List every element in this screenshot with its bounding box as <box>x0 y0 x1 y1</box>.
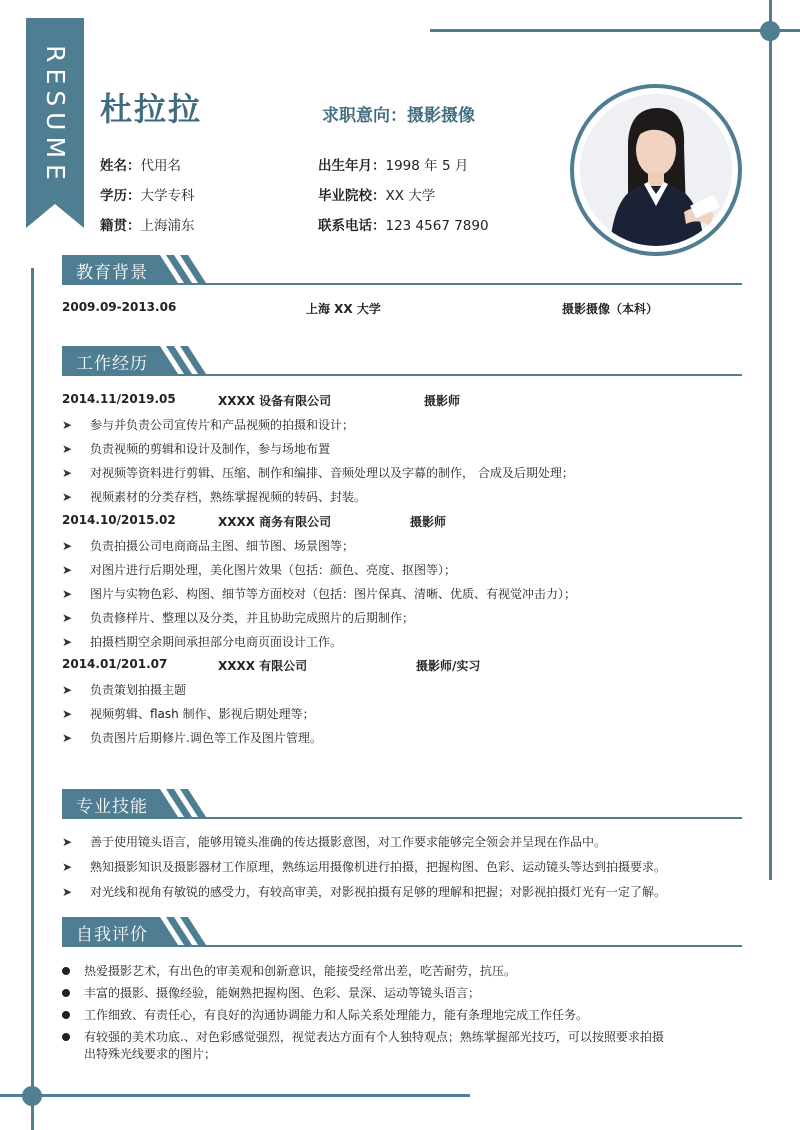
list-item-continuation: 出特殊光线要求的图片； <box>84 1047 217 1061</box>
list-item: ➤ 负责修样片、整理以及分类，并且协助完成照片的后期制作； <box>62 611 415 625</box>
frame-top-dot <box>760 21 780 41</box>
list-item: ➤ 负责视频的剪辑和设计及制作，参与场地布置 <box>62 442 331 456</box>
resume-ribbon-label: RESUME <box>40 44 70 186</box>
list-item: 工作细致、有责任心，有良好的沟通协调能力和人际关系处理能力，能有条理地完成工作任务。 <box>62 1006 588 1023</box>
job-period: 2014.11/2019.05 <box>62 392 176 406</box>
section-work-title: 工作经历 <box>76 354 148 374</box>
info-phone: 联系电话：123 4567 7890 <box>318 218 489 234</box>
list-item: ➤ 负责策划拍摄主题 <box>62 683 187 697</box>
education-school: 上海 XX 大学 <box>306 302 381 316</box>
section-education-header <box>62 255 742 285</box>
job-role: 摄影师 <box>424 394 461 408</box>
section-self-header <box>62 917 742 947</box>
list-item: ➤ 熟知摄影知识及摄影器材工作原理，熟练运用摄像机进行拍摄，把握构图、色彩、运动镜头等达到拍摄要求。 <box>62 860 667 874</box>
list-item: 热爱摄影艺术，有出色的审美观和创新意识，能接受经常出差，吃苦耐劳，抗压。 <box>62 962 516 979</box>
list-item: ➤ 对视频等资料进行剪辑、压缩、制作和编排、音频处理以及字幕的制作， 合成及后期处理； <box>62 466 574 480</box>
list-item: ➤ 视频剪辑、flash 制作、影视后期处理等； <box>62 707 315 721</box>
info-birth: 出生年月：1998 年 5 月 <box>318 158 469 174</box>
education-period: 2009.09-2013.06 <box>62 300 177 314</box>
frame-top-line <box>430 29 800 32</box>
list-item: ➤ 参与并负责公司宣传片和产品视频的拍摄和设计； <box>62 418 355 432</box>
portrait-image <box>580 94 732 246</box>
job-role: 摄影师/实习 <box>416 659 481 673</box>
job-company: XXXX 商务有限公司 <box>218 515 332 529</box>
job-period: 2014.01/201.07 <box>62 657 168 671</box>
info-education: 学历：大学专科 <box>100 188 195 204</box>
list-item: ➤ 图片与实物色彩、构图、细节等方面校对（包括：图片保真、清晰、优质、有视觉冲击力）； <box>62 587 577 601</box>
frame-right-line <box>769 0 772 880</box>
section-divider <box>62 945 742 947</box>
list-item: ➤ 拍摄档期空余期间承担部分电商页面设计工作。 <box>62 635 343 649</box>
info-school: 毕业院校：XX 大学 <box>318 188 436 204</box>
list-item: ➤ 对光线和视角有敏锐的感受力，有较高审美，对影视拍摄有足够的理解和把握；对影视拍摄灯光有一定了解。 <box>62 885 667 899</box>
frame-left-line <box>31 268 34 1130</box>
candidate-name: 杜拉拉 <box>100 90 203 128</box>
list-item: ➤ 对图片进行后期处理，美化图片效果（包括：颜色、亮度、抠图等）； <box>62 563 457 577</box>
list-item: ➤ 负责拍摄公司电商商品主图、细节图、场景图等； <box>62 539 355 553</box>
list-item: 丰富的摄影、摄像经验，能娴熟把握构图、色彩、景深、运动等镜头语言； <box>62 984 480 1001</box>
section-self-title: 自我评价 <box>76 925 148 945</box>
education-major: 摄影摄像（本科） <box>562 302 659 316</box>
section-education-title: 教育背景 <box>76 263 148 283</box>
section-skills-header <box>62 789 742 819</box>
list-item: ➤ 善于使用镜头语言，能够用镜头准确的传达摄影意图，对工作要求能够完全领会并呈现在作品中。 <box>62 835 607 849</box>
job-company: XXXX 设备有限公司 <box>218 394 332 408</box>
job-role: 摄影师 <box>410 515 447 529</box>
job-intent: 求职意向：摄影摄像 <box>322 106 475 126</box>
section-skills-title: 专业技能 <box>76 797 148 817</box>
list-item: ➤ 负责图片后期修片.调色等工作及图片管理。 <box>62 731 322 745</box>
frame-bottom-line <box>0 1094 470 1097</box>
info-hometown: 籍贯：上海浦东 <box>100 218 195 234</box>
list-item: ➤ 视频素材的分类存档，熟练掌握视频的转码、封装。 <box>62 490 367 504</box>
frame-bottom-dot <box>22 1086 42 1106</box>
info-name: 姓名：代用名 <box>100 158 181 174</box>
list-item: 有较强的美术功底.、对色彩感觉强烈，视觉表达方面有个人独特观点；熟练掌握部光技巧，可以按照要求拍摄 <box>62 1028 664 1045</box>
section-divider <box>62 374 742 376</box>
job-period: 2014.10/2015.02 <box>62 513 176 527</box>
profile-photo <box>570 84 742 256</box>
section-work-header <box>62 346 742 376</box>
section-divider <box>62 817 742 819</box>
job-company: XXXX 有限公司 <box>218 659 308 673</box>
section-divider <box>62 283 742 285</box>
